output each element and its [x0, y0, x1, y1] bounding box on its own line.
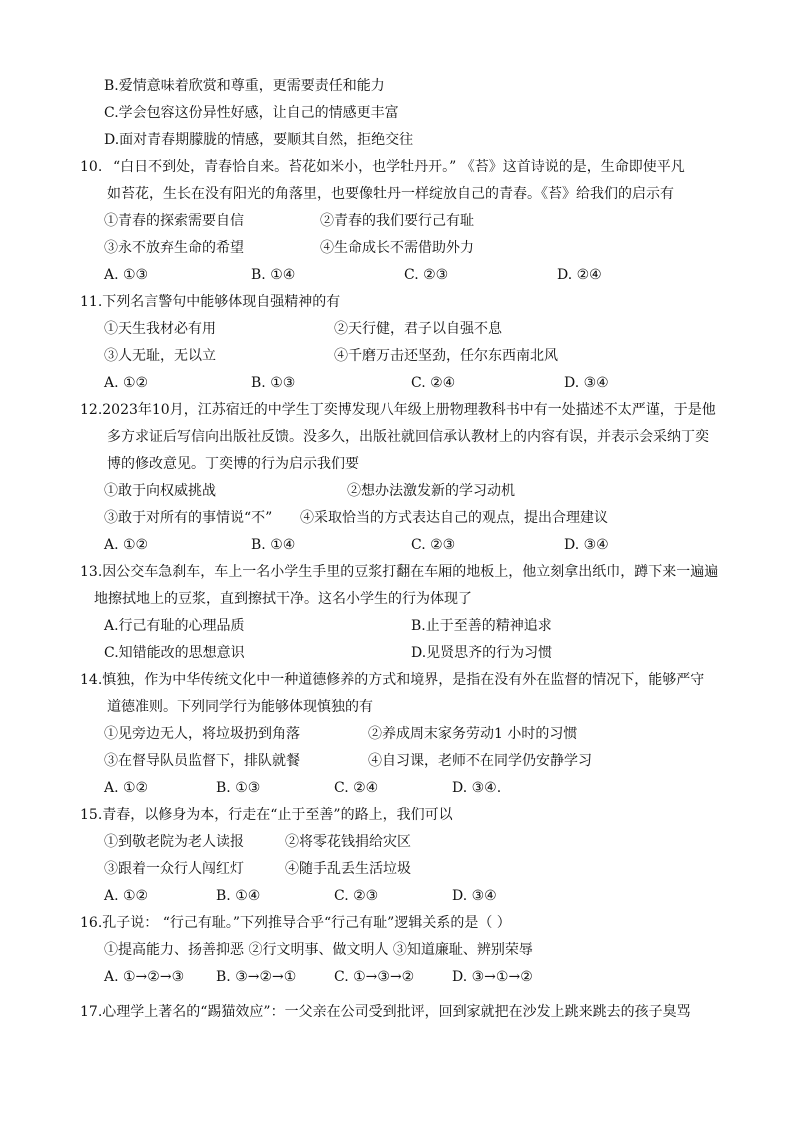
- q14-stem-line2: 道德准则。下列同学行为能够体现慎独的有: [107, 699, 373, 715]
- q10-option-b: B. ①④: [251, 267, 296, 283]
- q14-statement-3: ③在督导队员监督下，排队就餐: [104, 753, 300, 769]
- q13-option-c: C.知错能改的思想意识: [104, 645, 245, 661]
- q12-option-c: C. ②③: [411, 537, 456, 553]
- q14-stem-line1: 14.慎独，作为中华传统文化中一种道德修养的方式和境界，是指在没有外在监督的情况下，能够严守: [80, 672, 705, 688]
- q11-statement-2: ②天行健，君子以自强不息: [334, 321, 502, 337]
- q12-statement-2: ②想办法激发新的学习动机: [347, 483, 515, 499]
- q11-statement-4: ④千磨万击还坚劲，任尔东西南北风: [334, 348, 558, 364]
- q10-option-d: D. ②④: [557, 267, 602, 283]
- q15-statement-2: ②将零花钱捐给灾区: [285, 834, 411, 850]
- q14-statement-1: ①见旁边无人，将垃圾扔到角落: [104, 726, 300, 742]
- q14-statement-4: ④自习课，老师不在同学仍安静学习: [368, 753, 592, 769]
- q15-statement-4: ④随手乱丢生活垃圾: [285, 861, 411, 877]
- q12-option-d: D. ③④: [564, 537, 609, 553]
- q11-statement-1: ①天生我材必有用: [104, 321, 216, 337]
- q15-option-a: A. ①②: [104, 888, 149, 904]
- q10-statement-2: ②青春的我们要行己有耻: [320, 213, 474, 229]
- q14-option-d: D. ③④.: [452, 780, 502, 796]
- q11-stem: 11.下列名言警句中能够体现自强精神的有: [80, 294, 341, 310]
- q13-option-a: A.行己有耻的心理品质: [104, 618, 245, 634]
- q13-stem-line1: 13.因公交车急刹车，车上一名小学生手里的豆浆打翻在车厢的地板上，他立刻拿出纸巾，蹲下来一遍遍: [80, 564, 719, 580]
- q14-option-c: C. ②④: [334, 780, 379, 796]
- q10-statement-3: ③永不放弃生命的希望: [104, 240, 244, 256]
- q10-statement-1: ①青春的探索需要自信: [104, 213, 244, 229]
- q10-statement-4: ④生命成长不需借助外力: [320, 240, 474, 256]
- q11-statement-3: ③人无耻，无以立: [104, 348, 216, 364]
- q16-option-a: A. ①→②→③: [104, 969, 185, 985]
- q12-stem-line2: 多方求证后写信向出版社反馈。没多久，出版社就回信承认教材上的内容有误，并表示会采纳丁奕: [107, 429, 709, 445]
- q9-option-c: C.学会包容这份异性好感，让自己的情感更丰富: [104, 105, 399, 121]
- q13-option-d: D.见贤思齐的行为习惯: [411, 645, 553, 661]
- q10-option-a: A. ①③: [104, 267, 149, 283]
- q11-option-b: B. ①③: [251, 375, 296, 391]
- q12-statement-1: ①敢于向权威挑战: [104, 483, 216, 499]
- q9-option-b: B.爱情意味着欣赏和尊重，更需要责任和能力: [104, 78, 385, 94]
- q15-statement-3: ③跟着一众行人闯红灯: [104, 861, 244, 877]
- q12-stem-line1: 12.2023年10月，江苏宿迁的中学生丁奕博发现八年级上册物理教科书中有一处描述不太严谨，于是他: [80, 402, 716, 418]
- q16-items: ①提高能力、扬善抑恶 ②行文明事、做文明人 ③知道廉耻、辨别荣辱: [104, 942, 533, 958]
- q15-option-d: D. ③④: [452, 888, 497, 904]
- q16-stem: 16.孔子说： “行己有耻。”下列推导合乎“行己有耻”逻辑关系的是（ ）: [80, 915, 511, 931]
- q16-option-d: D. ③→①→②: [452, 969, 533, 985]
- q12-option-a: A. ①②: [104, 537, 149, 553]
- q10-stem-line2: 如苔花，生长在没有阳光的角落里，也要像牡丹一样绽放自己的青春。《苔》给我们的启示有: [107, 186, 674, 202]
- q15-option-b: B. ①④: [216, 888, 261, 904]
- q10-number: 10.: [80, 159, 103, 175]
- q14-option-a: A. ①②: [104, 780, 149, 796]
- q12-statement-4: ④采取恰当的方式表达自己的观点，提出合理建议: [300, 510, 608, 526]
- q13-option-b: B.止于至善的精神追求: [411, 618, 552, 634]
- q12-statement-3: ③敢于对所有的事情说“不”: [104, 510, 273, 526]
- q15-statement-1: ①到敬老院为老人读报: [104, 834, 244, 850]
- q9-option-d: D.面对青春期朦胧的情感，要顺其自然，拒绝交往: [104, 132, 414, 148]
- q12-option-b: B. ①④: [251, 537, 296, 553]
- q12-stem-line3: 博的修改意见。丁奕博的行为启示我们要: [107, 456, 359, 472]
- q11-option-a: A. ①②: [104, 375, 149, 391]
- q11-option-c: C. ②④: [411, 375, 456, 391]
- q15-option-c: C. ②③: [334, 888, 379, 904]
- q15-stem: 15.青春，以修身为本，行走在“止于至善”的路上，我们可以: [80, 807, 453, 823]
- q17-stem: 17.心理学上著名的“踢猫效应”：一父亲在公司受到批评，回到家就把在沙发上跳来跳去的孩子臭骂: [80, 1004, 691, 1020]
- q14-statement-2: ②养成周末家务劳动1 小时的习惯: [368, 726, 578, 742]
- q10-stem-line1: “白日不到处，青春恰自来。苔花如米小，也学牡丹开。” 《苔》这首诗说的是，生命即使平凡: [113, 159, 685, 175]
- q16-option-b: B. ③→②→①: [216, 969, 297, 985]
- q16-option-c: C. ①→③→②: [334, 969, 415, 985]
- q14-option-b: B. ①③: [216, 780, 261, 796]
- q11-option-d: D. ③④: [564, 375, 609, 391]
- q13-stem-line2: 地擦拭地上的豆浆，直到擦拭干净。这名小学生的行为体现了: [94, 591, 472, 607]
- q10-option-c: C. ②③: [404, 267, 449, 283]
